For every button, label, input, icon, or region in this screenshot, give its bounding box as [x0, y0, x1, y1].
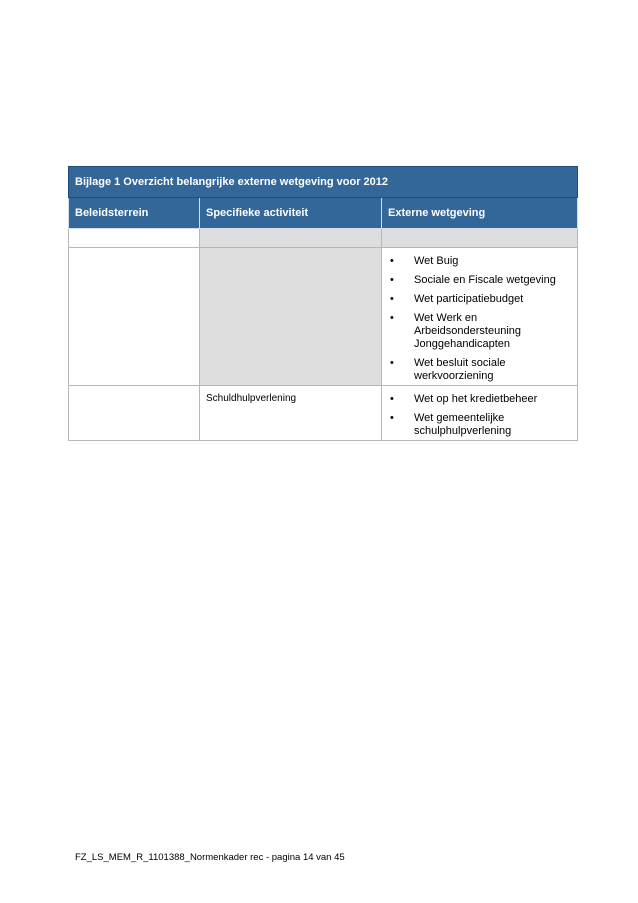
list-item: • Wet besluit sociale werkvoorziening	[388, 357, 571, 383]
page-footer: FZ_LS_MEM_R_1101388_Normenkader rec - pagina 14 van 45	[75, 852, 345, 863]
cell-wetgeving	[382, 386, 578, 441]
wetgeving-table	[68, 166, 578, 441]
cell-beleidsterrein	[69, 386, 200, 441]
spacer-cell	[69, 229, 200, 248]
table-row	[69, 386, 578, 441]
activiteit-text: Schuldhulpverlening	[206, 393, 297, 404]
header-externe-wetgeving: Externe wetgeving	[382, 198, 578, 229]
cell-activiteit	[200, 386, 382, 441]
wetgeving-list	[388, 255, 571, 383]
table-title: Bijlage 1 Overzicht belangrijke externe wetgeving voor 2012	[69, 167, 578, 198]
header-specifieke-activiteit: Specifieke activiteit	[200, 198, 382, 229]
table-row	[69, 248, 578, 386]
cell-activiteit	[200, 248, 382, 386]
list-item: • Wet op het kredietbeheer	[388, 393, 571, 406]
wetgeving-list	[388, 393, 571, 438]
cell-wetgeving	[382, 248, 578, 386]
list-item: • Sociale en Fiscale wetgeving	[388, 274, 571, 287]
header-beleidsterrein: Beleidsterrein	[69, 198, 200, 229]
table-spacer-row	[69, 229, 578, 248]
spacer-cell	[382, 229, 578, 248]
list-item: • Wet Werk en Arbeidsondersteuning Jonggehandicapten	[388, 312, 571, 351]
table-header-row	[69, 198, 578, 229]
list-item: • Wet Buig	[388, 255, 571, 268]
list-item: • Wet participatiebudget	[388, 293, 571, 306]
spacer-cell	[200, 229, 382, 248]
table-title-row	[69, 167, 578, 198]
cell-beleidsterrein	[69, 248, 200, 386]
list-item: • Wet gemeentelijke schulphulpverlening	[388, 412, 571, 438]
